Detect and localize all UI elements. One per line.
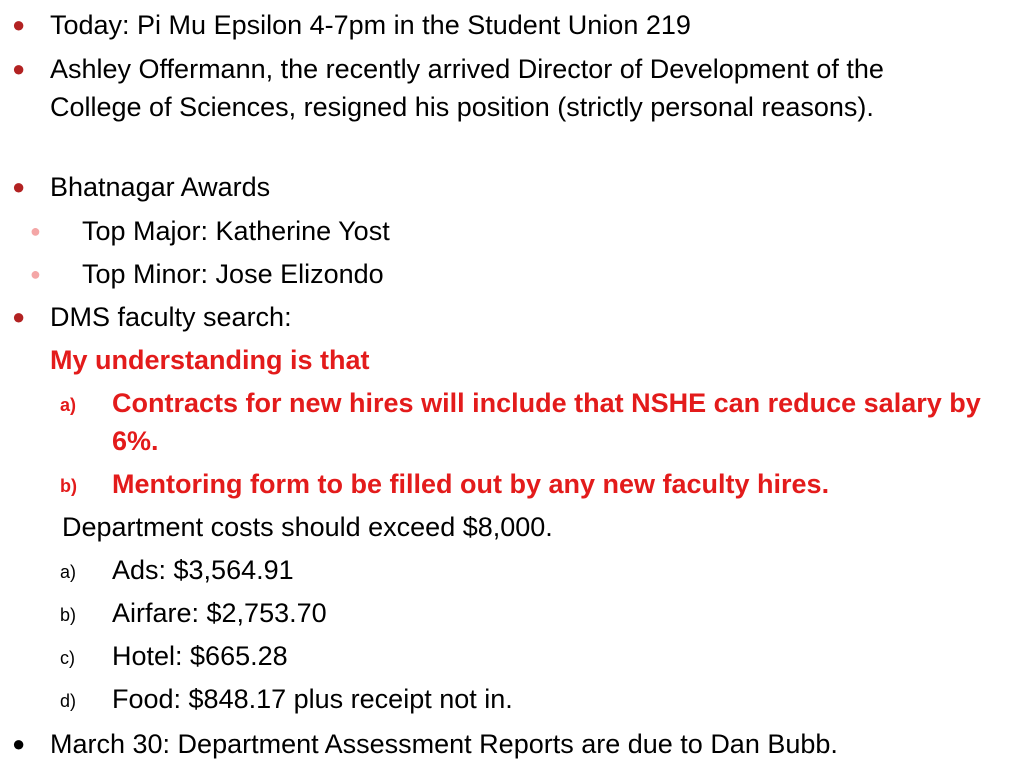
cost-item-hotel: Hotel: $665.28 bbox=[112, 641, 288, 671]
sub-item-top-major: Top Major: Katherine Yost bbox=[82, 216, 390, 246]
sub-bullet-icon: ● bbox=[30, 221, 41, 241]
sub-bullet-icon: ● bbox=[30, 264, 41, 284]
bullet-item-offermann: Ashley Offermann, the recently arrived Director of Development of the College of Sciences, resigned his position (strictly personal reasons). bbox=[50, 54, 884, 122]
bullet-item-dms-faculty-search: DMS faculty search: bbox=[50, 302, 292, 332]
bullet-item-assessment-reports: March 30: Department Assessment Reports are due to Dan Bubb. bbox=[50, 729, 838, 759]
bullet-item-pi-mu-epsilon: Today: Pi Mu Epsilon 4-7pm in the Student Union 219 bbox=[50, 10, 691, 40]
dms-point-contracts: Contracts for new hires will include that NSHE can reduce salary by 6%. bbox=[112, 388, 981, 456]
costs-heading: Department costs should exceed $8,000. bbox=[62, 512, 553, 542]
bullet-icon: ● bbox=[12, 12, 26, 37]
list-marker: d) bbox=[60, 691, 77, 711]
cost-item-food: Food: $848.17 plus receipt not in. bbox=[112, 684, 513, 714]
cost-item-ads: Ads: $3,564.91 bbox=[112, 555, 294, 585]
bullet-icon: ● bbox=[12, 731, 26, 756]
list-marker: a) bbox=[60, 562, 77, 582]
list-marker: b) bbox=[60, 605, 77, 625]
list-marker: c) bbox=[60, 648, 75, 668]
cost-item-airfare: Airfare: $2,753.70 bbox=[112, 598, 327, 628]
dms-understanding-heading: My understanding is that bbox=[50, 345, 370, 375]
sub-item-top-minor: Top Minor: Jose Elizondo bbox=[82, 259, 384, 289]
bullet-item-bhatnagar-awards: Bhatnagar Awards bbox=[50, 172, 271, 202]
dms-point-mentoring: Mentoring form to be filled out by any new faculty hires. bbox=[112, 469, 830, 499]
bullet-icon: ● bbox=[12, 174, 26, 199]
list-marker: a) bbox=[60, 395, 77, 415]
bullet-icon: ● bbox=[12, 56, 26, 81]
bullet-icon: ● bbox=[12, 304, 26, 329]
list-marker: b) bbox=[60, 476, 77, 496]
